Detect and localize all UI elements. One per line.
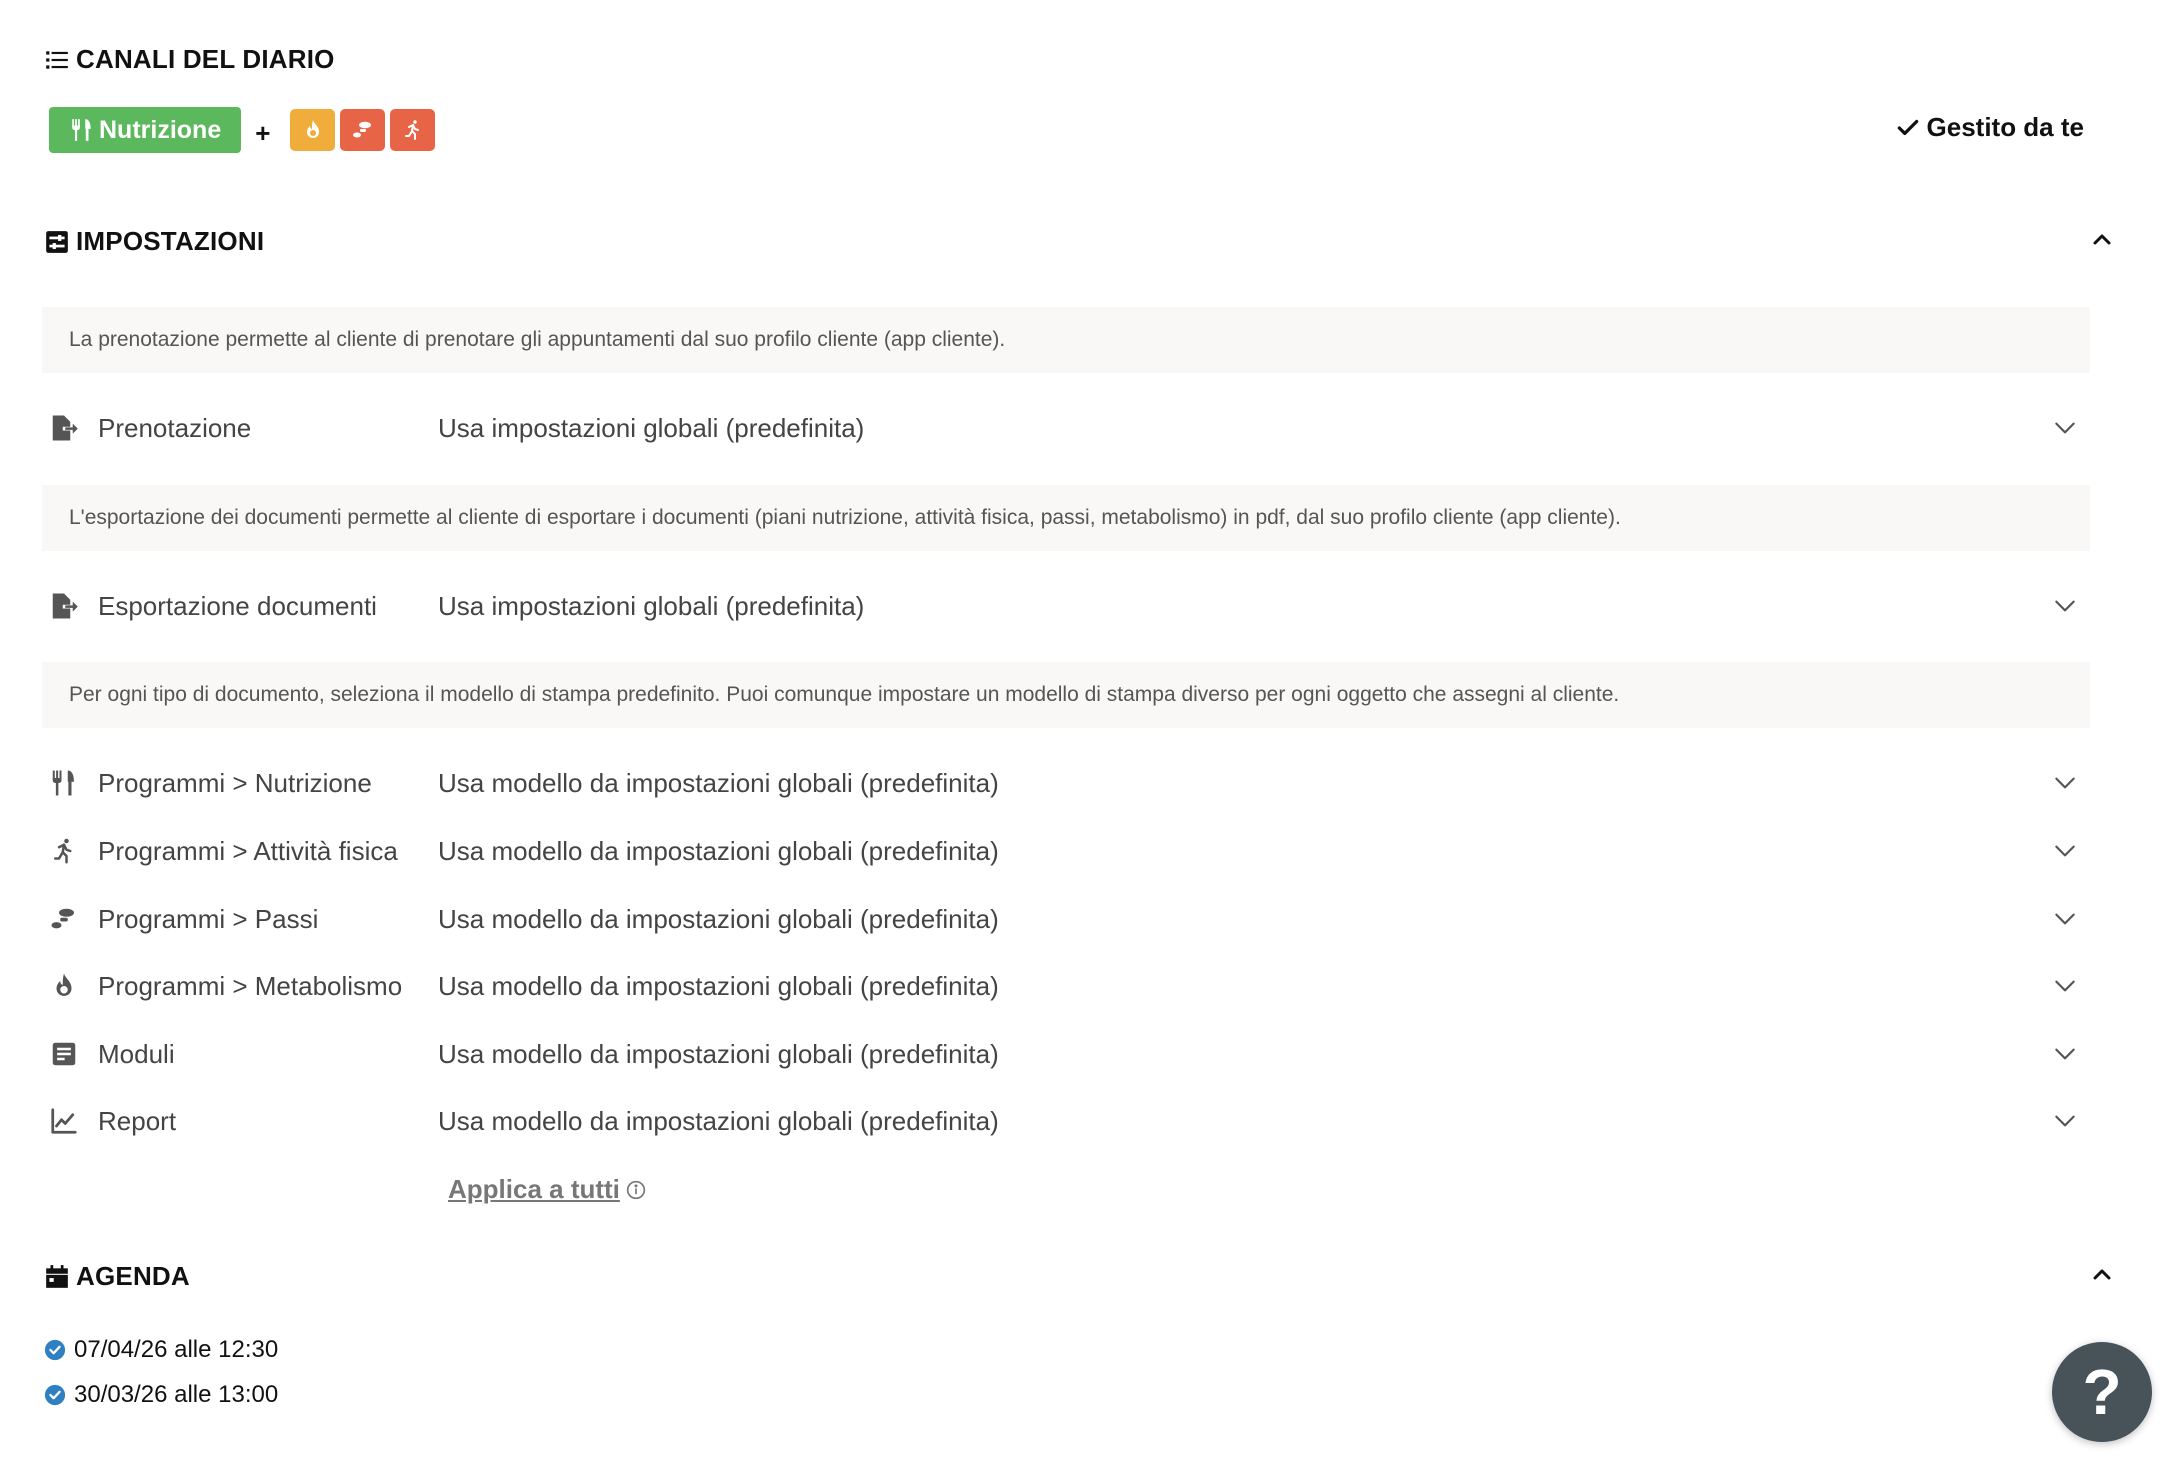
running-icon — [49, 836, 79, 866]
chevron-down-icon — [2052, 973, 2078, 999]
agenda-event[interactable] — [44, 1336, 278, 1364]
template-value: Usa modello da impostazioni globali (predefinita) — [438, 767, 999, 798]
plus-sign: + — [255, 117, 271, 148]
channels-title: CANALI DEL DIARIO — [76, 44, 335, 74]
chevron-down-icon — [2052, 770, 2078, 796]
agenda-collapse-button[interactable] — [2084, 1257, 2120, 1293]
utensils-icon — [69, 117, 95, 143]
export-value: Usa impostazioni globali (predefinita) — [438, 590, 865, 621]
export-label: Esportazione documenti — [98, 590, 377, 621]
agenda-event-label: 30/03/26 alle 13:00 — [74, 1381, 279, 1408]
templates-info: Per ogni tipo di documento, seleziona il modello di stampa predefinito. Puoi comunque impostare un modello di stampa diverso per ogni oggetto che assegni al cliente. — [42, 662, 2090, 728]
settings-title: IMPOSTAZIONI — [76, 226, 265, 256]
export-info: L'esportazione dei documenti permette al cliente di esportare i documenti (piani nutrizione, attività fisica, passi, metabolismo) in pdf, dal suo profilo cliente (app cliente). — [42, 485, 2090, 551]
chevron-down-icon — [2052, 1108, 2078, 1134]
template-select-steps[interactable] — [44, 890, 2090, 948]
flame-icon — [49, 971, 79, 1001]
steps-channel-chip[interactable] — [340, 109, 385, 151]
chart-line-icon — [49, 1106, 79, 1136]
channels-list — [49, 107, 440, 153]
list-icon — [44, 47, 70, 73]
help-label: ? — [2082, 1356, 2122, 1428]
file-export-icon — [49, 591, 79, 621]
check-circle-icon — [44, 1384, 66, 1406]
agenda-event-label: 07/04/26 alle 12:30 — [74, 1336, 279, 1363]
nutrition-channel-chip[interactable] — [49, 107, 241, 153]
chevron-down-icon — [2052, 1041, 2078, 1067]
running-icon — [401, 118, 425, 142]
metabolism-channel-chip[interactable] — [290, 109, 335, 151]
template-label: Programmi > Nutrizione — [98, 767, 372, 798]
settings-header — [44, 226, 264, 257]
calendar-icon — [44, 1264, 70, 1290]
booking-value: Usa impostazioni globali (predefinita) — [438, 412, 865, 443]
settings-collapse-button[interactable] — [2084, 222, 2120, 258]
template-value: Usa modello da impostazioni globali (predefinita) — [438, 1038, 999, 1069]
template-value: Usa modello da impostazioni globali (predefinita) — [438, 970, 999, 1001]
apply-to-all-label: Applica a tutti — [448, 1174, 620, 1204]
chevron-up-icon — [2090, 228, 2114, 252]
template-value: Usa modello da impostazioni globali (predefinita) — [438, 835, 999, 866]
template-value: Usa modello da impostazioni globali (predefinita) — [438, 903, 999, 934]
footprints-icon — [49, 904, 79, 934]
template-label: Report — [98, 1105, 177, 1136]
agenda-header — [44, 1261, 190, 1292]
template-select-report[interactable] — [44, 1092, 2090, 1150]
template-label: Programmi > Metabolismo — [98, 970, 403, 1001]
sliders-icon — [44, 229, 70, 255]
apply-to-all-link[interactable] — [448, 1174, 646, 1205]
template-value: Usa modello da impostazioni globali (predefinita) — [438, 1105, 999, 1136]
agenda-title: AGENDA — [76, 1261, 190, 1291]
form-icon — [49, 1039, 79, 1069]
chevron-down-icon — [2052, 415, 2078, 441]
check-circle-icon — [44, 1339, 66, 1361]
template-label: Moduli — [98, 1038, 175, 1069]
activity-channel-chip[interactable] — [390, 109, 435, 151]
chevron-down-icon — [2052, 838, 2078, 864]
export-select[interactable] — [44, 577, 2090, 635]
file-export-icon — [49, 413, 79, 443]
booking-select[interactable] — [44, 399, 2090, 457]
template-label: Programmi > Passi — [98, 903, 319, 934]
utensils-icon — [49, 768, 79, 798]
agenda-event[interactable] — [44, 1381, 278, 1409]
template-select-activity[interactable] — [44, 822, 2090, 880]
booking-label: Prenotazione — [98, 412, 252, 443]
nutrition-channel-label: Nutrizione — [99, 115, 222, 144]
managed-by-you[interactable] — [1895, 112, 2084, 143]
chevron-down-icon — [2052, 593, 2078, 619]
template-label: Programmi > Attività fisica — [98, 835, 398, 866]
template-select-metabolism[interactable] — [44, 957, 2090, 1015]
chevron-down-icon — [2052, 906, 2078, 932]
info-icon[interactable] — [626, 1180, 646, 1200]
managed-label: Gestito da te — [1926, 112, 2084, 142]
check-icon — [1895, 115, 1921, 141]
channels-header — [44, 44, 335, 75]
help-button[interactable] — [2052, 1342, 2152, 1442]
footprints-icon — [351, 118, 375, 142]
flame-icon — [301, 118, 325, 142]
template-select-forms[interactable] — [44, 1025, 2090, 1083]
template-select-nutrition[interactable] — [44, 754, 2090, 812]
chevron-up-icon — [2090, 1263, 2114, 1287]
booking-info: La prenotazione permette al cliente di prenotare gli appuntamenti dal suo profilo cliente (app cliente). — [42, 307, 2090, 373]
